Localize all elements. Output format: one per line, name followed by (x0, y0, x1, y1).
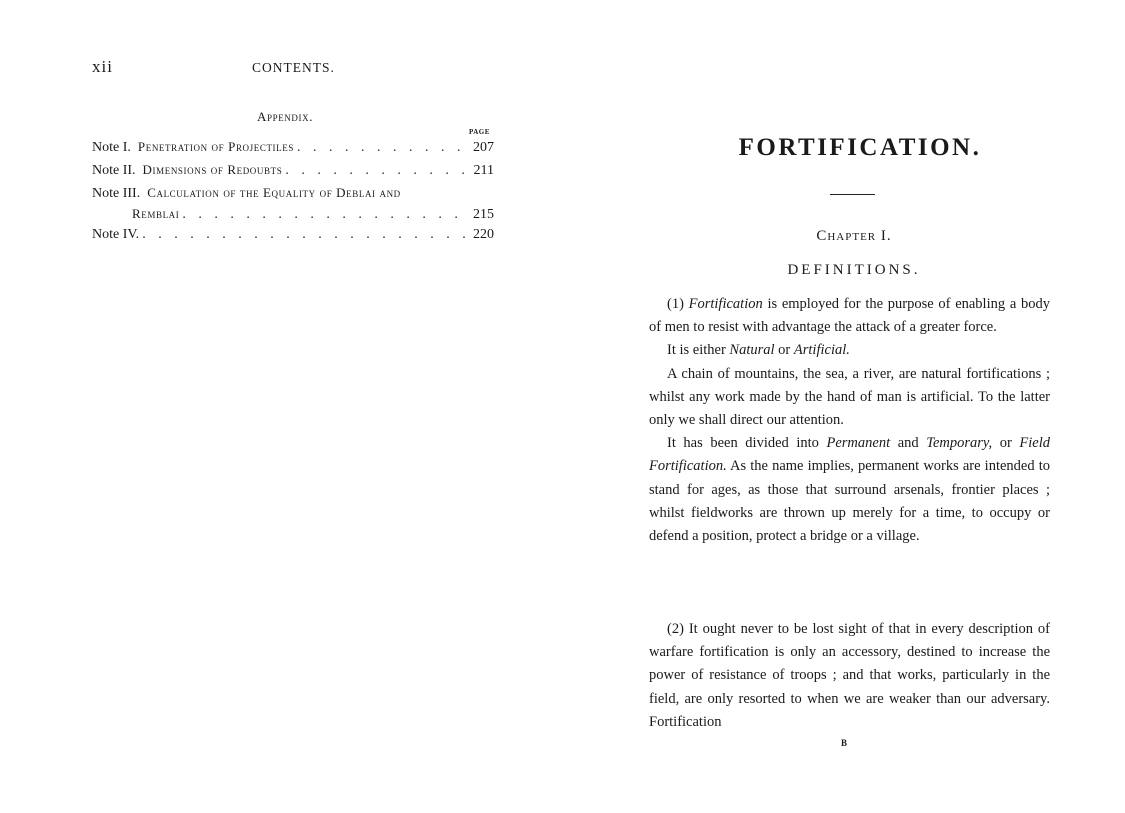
paragraph-5: (2) It ought never to be lost sight of that in every description of warfare fortification is only an accessory, destined to increase the power of resistance of troops ; and that works, particularly in the field, are only resorted to when we are weaker than our adversary. Fortification (649, 621, 1050, 730)
paragraph-text: is employed for the purpose of enabling a body of men to resist with advantage the attack of a greater force. (649, 296, 1050, 336)
chapter-heading: Chapter I. (816, 228, 892, 244)
page-column-label: PAGE (469, 128, 490, 136)
emphasis-permanent: Permanent (826, 435, 891, 452)
running-head: CONTENTS. (252, 60, 335, 75)
body-text-section-2 (649, 618, 1050, 734)
section-heading: DEFINITIONS. (787, 262, 921, 278)
emphasis-artificial: Artificial. (793, 342, 850, 359)
toc-label: Note II. (92, 163, 136, 178)
signature-mark: B (841, 738, 848, 748)
paragraph-1 (649, 293, 1050, 339)
paragraph-number: (1) (667, 296, 689, 312)
paragraph-3: A chain of mountains, the sea, a river, are natural fortifications ; whilst any work made by the hand of man is artificial. To the latter only we shall direct our attention. (649, 365, 1050, 429)
toc-title-continued: Remblai (132, 206, 180, 221)
toc-leader-dots (285, 161, 470, 181)
right-page (560, 0, 1125, 813)
toc-entry-note-1[interactable] (92, 137, 494, 158)
paragraph-4 (649, 432, 1050, 548)
paragraph-text: It has been divided into (667, 435, 827, 452)
toc-page-number: 211 (473, 163, 494, 178)
book-title: FORTIFICATION. (738, 134, 982, 161)
toc-title: Calculation of the Equality of Deblai and (147, 185, 401, 200)
toc-entry-note-4[interactable] (92, 224, 494, 245)
paragraph-text: It is either (667, 342, 730, 359)
toc-label: Note IV. (92, 227, 140, 242)
emphasis-temporary: Temporary, (926, 435, 993, 452)
defined-term: Fortification (688, 296, 763, 312)
emphasis-field-fortification: Field Fortification. (649, 435, 1050, 475)
toc-page-number: 215 (473, 207, 494, 222)
paragraph-text: As the name implies, permanent works are intended to stand for ages, as those that surround arsenals, frontier places ; whilst fieldworks are thrown up merely for a time, to occupy or defend a position, protect a bridge or a village. (649, 458, 1050, 545)
page-number: xii (92, 57, 113, 76)
body-text-section-1 (649, 293, 1050, 548)
paragraph-text: or (992, 435, 1020, 452)
toc-leader-dots (182, 205, 470, 225)
toc-entry-note-3[interactable] (92, 183, 494, 225)
toc-title: Dimensions of Redoubts (142, 162, 283, 177)
emphasis-natural: Natural (729, 342, 775, 359)
toc-leader-dots (297, 138, 470, 158)
toc-label: Note I. (92, 140, 131, 155)
toc-label: Note III. (92, 186, 141, 201)
toc-leader-dots (142, 225, 470, 245)
paragraph-2 (649, 339, 1050, 362)
toc-entry-note-2[interactable] (92, 160, 494, 181)
left-page (0, 0, 560, 813)
appendix-heading: Appendix. (257, 109, 314, 124)
title-rule (830, 194, 875, 195)
paragraph-text: and (890, 435, 927, 452)
toc-title: Penetration of Projectiles (137, 139, 294, 154)
toc-page-number: 220 (473, 227, 494, 242)
paragraph-text: or (774, 342, 794, 359)
toc-page-number: 207 (473, 140, 494, 155)
